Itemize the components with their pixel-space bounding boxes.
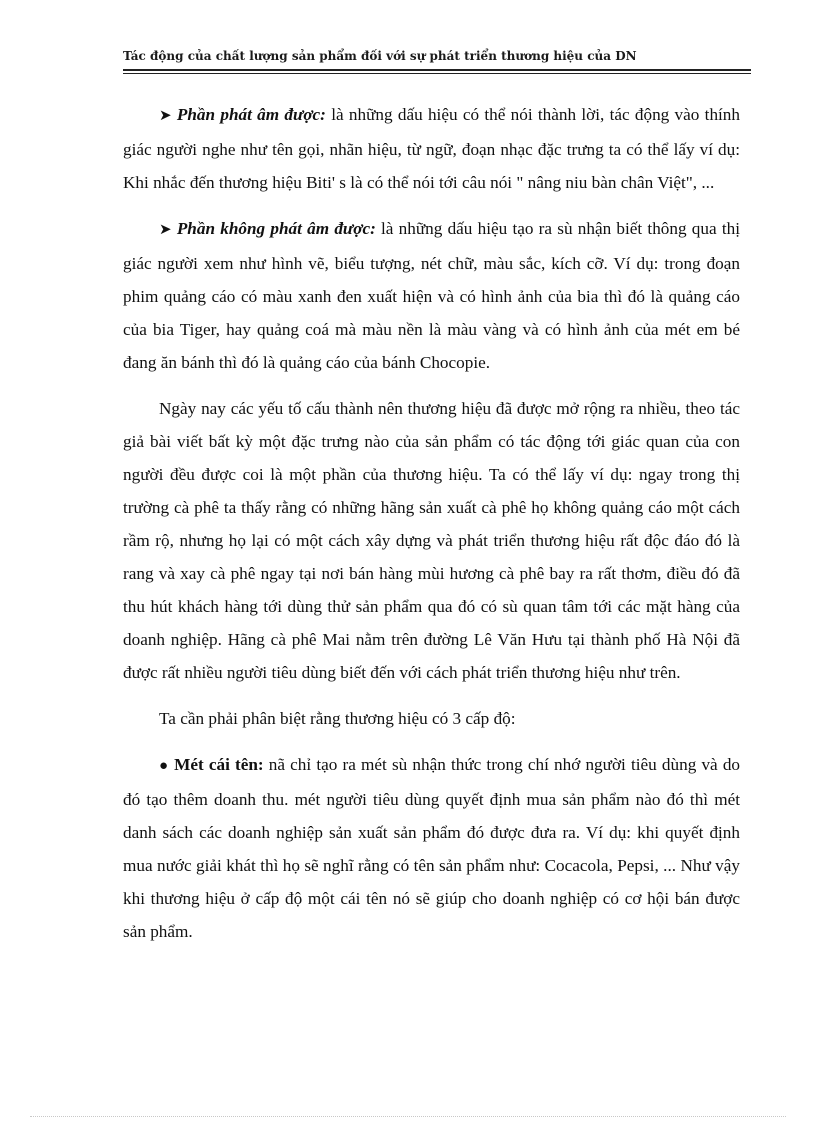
term-khong-phat-am: Phần không phát âm được: (176, 219, 376, 238)
header-rule-thick (123, 69, 751, 71)
term-phat-am: Phần phát âm được: (176, 105, 326, 124)
page-header-title: Tác động của chất lượng sản phẩm đối với sự phát triển thương hiệu của DN (123, 49, 637, 63)
dot-bullet-icon: ● (159, 758, 169, 774)
paragraph-khong-phat-am (123, 212, 740, 379)
term-mot-cai-ten: Mét cái tên: (174, 755, 264, 774)
paragraph-phat-am (123, 98, 740, 199)
paragraph-yeu-to-cau-thanh: Ngày nay các yếu tố cấu thành nên thương hiệu đã được mở rộng ra nhiều, theo tác giả bài viết bất kỳ một đặc trưng nào của sản phẩm có tác động tới giác quan của con người đều được coi là một phần của thương hiệu. Ta có thể lấy ví dụ: ngay trong thị trường cà phê ta thấy rằng có những hãng sản xuất cà phê họ không quảng cáo một cách rầm rộ, nhưng họ lại có một cách xây dựng và phát triển thương hiệu rất độc đáo đó là rang và xay cà phê ngay tại nơi bán hàng mùi hương cà phê bay ra rất thơm, điều đó đã thu hút khách hàng tới dùng thử sản phẩm qua đó có sù quan tâm tới các mặt hàng của doanh nghiệp. Hãng cà phê Mai nằm trên đường Lê Văn Hưu tại thành phố Hà Nội đã được rất nhiều người tiêu dùng biết đến với cách phát triển thương hiệu như trên. (123, 399, 740, 682)
arrow-bullet-icon: ➤ (159, 222, 172, 238)
page-footer-divider (30, 1116, 786, 1117)
paragraph-text: là những dấu hiệu có thể nói thành lời, tác động vào thính giác người nghe như tên gọi, nhãn hiệu, từ ngữ, đoạn nhạc đặc trưng ta có thể lấy ví dụ: Khi nhắc đến thương hiệu Biti' s là có thể nói tới câu nói " nâng niu bàn chân Việt", ... (123, 105, 740, 192)
header-rule-thin (123, 73, 751, 74)
paragraph-cap-do: Ta cần phải phân biệt rằng thương hiệu có 3 cấp độ: (159, 709, 516, 728)
arrow-bullet-icon: ➤ (159, 108, 172, 124)
document-body (123, 98, 740, 961)
paragraph-mot-cai-ten (123, 748, 740, 948)
paragraph-text: nã chỉ tạo ra mét sù nhận thức trong chí nhớ người tiêu dùng và do đó tạo thêm doanh thu. mét người tiêu dùng quyết định mua sản phẩm nào đó thì mét danh sách các doanh nghiệp sản xuất sản phẩm đó được đưa ra. Ví dụ: khi quyết định mua nước giải khát thì họ sẽ nghĩ rằng có tên sản phẩm như: Cocacola, Pepsi, ... Như vậy khi thương hiệu ở cấp độ một cái tên nó sẽ giúp cho doanh nghiệp có cơ hội bán được sản phẩm. (123, 755, 741, 941)
paragraph-text: là những dấu hiệu tạo ra sù nhận biết thông qua thị giác người xem như hình vẽ, biểu tượng, nét chữ, màu sắc, kích cỡ. Ví dụ: trong đoạn phim quảng cáo có màu xanh đen xuất hiện và có hình ảnh của bia thì đó là quảng cáo của bia Tiger, hay quảng coá mà màu nền là màu vàng và có hình ảnh của mét em bé đang ăn bánh thì đó là quảng cáo của bánh Chocopie. (123, 219, 740, 372)
